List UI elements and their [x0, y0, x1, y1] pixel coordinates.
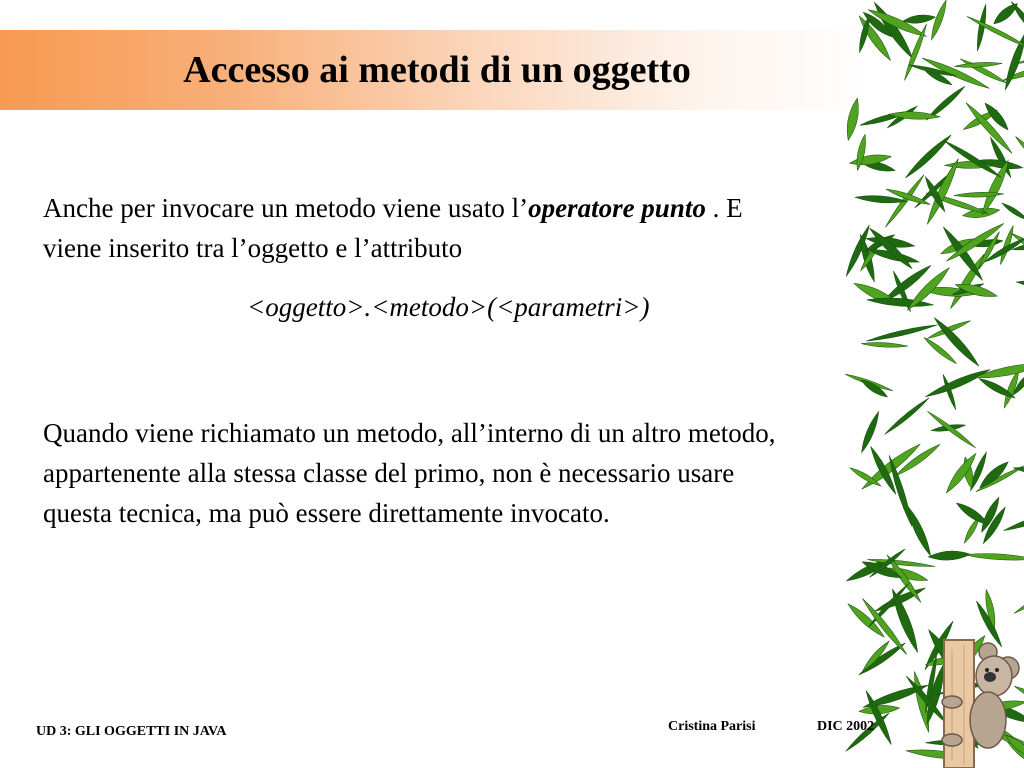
bamboo-leaf [883, 396, 930, 436]
paragraph-same-class: Quando viene richiamato un metodo, all’interno di un altro metodo, appartenente alla stessa classe del primo, non è necessario usare questa tecnica, ma può essere direttamente invocato. [43, 418, 776, 528]
bamboo-leaf [931, 315, 982, 369]
bamboo-leaf [928, 550, 971, 562]
paragraph-operator-suffix: . E viene inserito tra l’oggetto e l’attributo [43, 193, 743, 263]
bamboo-leaf [1003, 506, 1024, 534]
bamboo-leaf [903, 133, 953, 181]
bamboo-leaf [902, 13, 935, 25]
bamboo-leaf [964, 552, 1024, 562]
bamboo-leaf [1016, 278, 1024, 293]
bamboo-leaf [1013, 573, 1024, 615]
paragraph-operator-prefix: Anche per invocare un metodo viene usato l’ [43, 193, 529, 223]
bamboo-leaf [924, 366, 991, 400]
koala-icon [930, 630, 1024, 768]
operator-term: operatore punto [528, 193, 706, 223]
bamboo-leaf [859, 410, 882, 454]
bamboo-leaf [844, 97, 862, 141]
method-call-syntax: <oggetto>.<metodo>(<parametri>) [247, 292, 650, 322]
paragraph-operator [43, 188, 803, 268]
slide-title [0, 30, 870, 110]
footer-author: Cristina Parisi [668, 719, 756, 734]
bamboo-leaf [991, 0, 1020, 27]
bamboo-leaf [1014, 135, 1024, 164]
footer-unit: UD 3: GLI OGGETTI IN JAVA [36, 724, 227, 739]
footer-date: DIC 2002 [817, 719, 875, 734]
bamboo-leaf [861, 341, 908, 348]
bamboo-leaf [966, 15, 1024, 50]
bamboo-leaf [1001, 201, 1024, 222]
slide-title-text: Accesso ai metodi di un oggetto [183, 49, 691, 91]
bamboo-leaf [928, 0, 949, 41]
bamboo-leaf [943, 451, 979, 496]
